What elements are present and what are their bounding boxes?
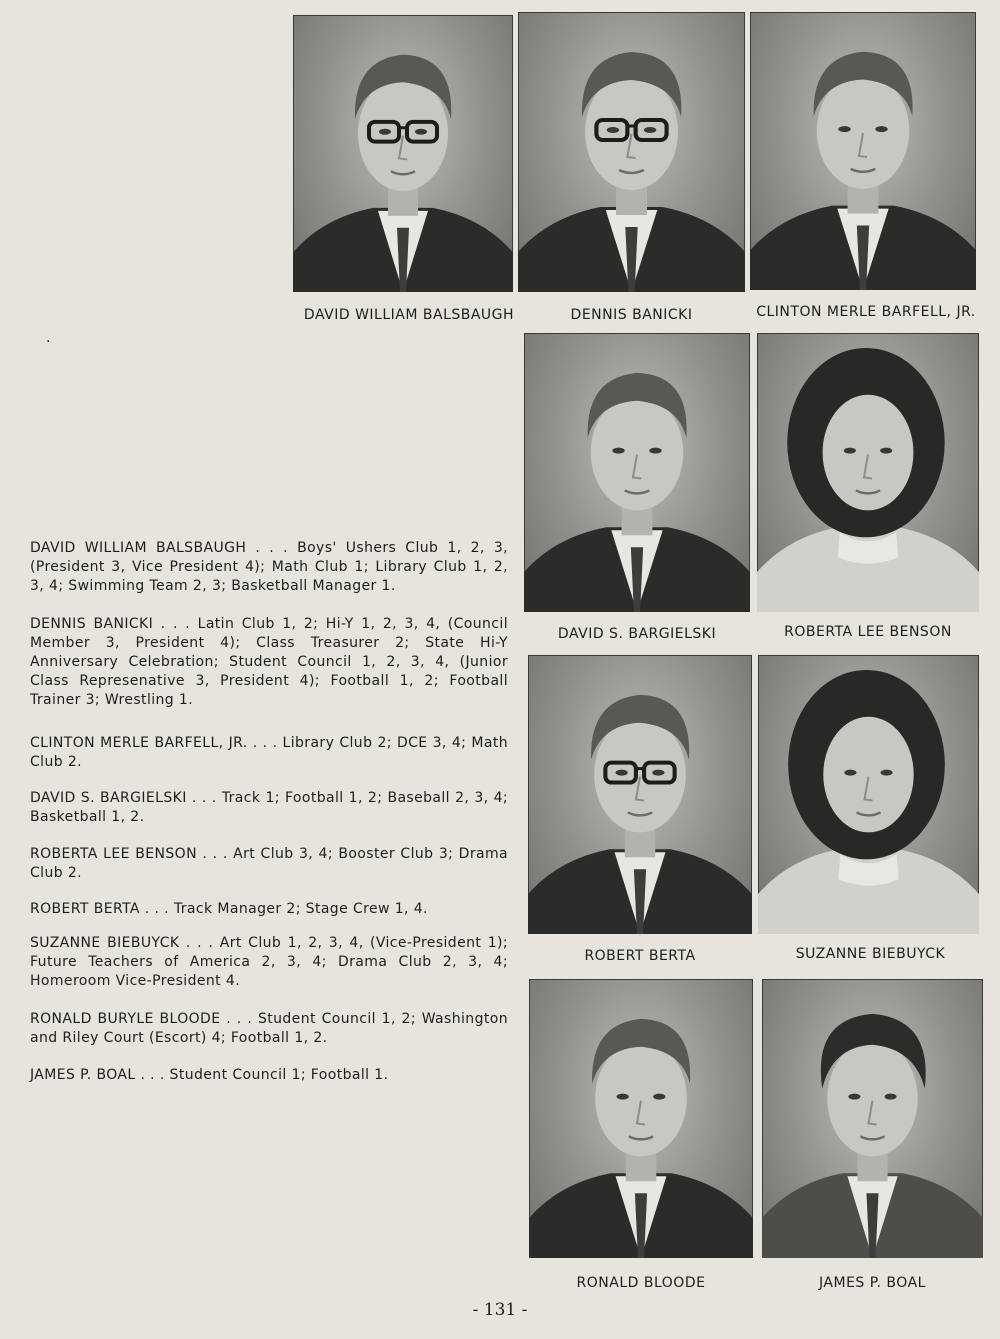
portrait-caption: CLINTON MERLE BARFELL, JR. [756,304,976,320]
page-number: - 131 - [472,1300,528,1320]
bio-entry [30,1010,508,1048]
bio-entry [30,934,508,991]
portrait-photo [750,12,976,290]
portrait-photo [762,979,983,1258]
portrait-silhouette [518,12,745,292]
bio-text: . . . Latin Club 1, 2; Hi-Y 1, 2, 3, 4, (Council Member 3, President 4); Class Treasurer 2; State Hi-Y Anniversary Celebration; Student Council 1, 2, 3, 4, (Junior Class Represenative 3, President 4); Football 1, 2; Football Trainer 3; Wrestling 1. [30,616,508,708]
portrait-photo [529,979,753,1258]
bio-name: RONALD BURYLE BLOODE [30,1011,221,1027]
bio-text: . . . Track 1; Football 1, 2; Baseball 2, 3, 4; Basketball 1, 2. [30,790,508,825]
bio-text: . . . Library Club 2; DCE 3, 4; Math Club 2. [30,735,508,770]
stray-mark: · [46,334,51,350]
bio-entry [30,615,508,710]
portrait-silhouette [758,655,979,934]
portrait-caption: DENNIS BANICKI [570,307,693,323]
bio-entry [30,734,508,772]
bio-text: . . . Track Manager 2; Stage Crew 1, 4. [144,901,428,917]
portrait-silhouette [757,333,979,612]
bio-entry [30,900,508,919]
portrait-photo [757,333,979,612]
portrait-caption: RONALD BLOODE [576,1275,706,1291]
bio-text: . . . Student Council 1, 2; Washington and Riley Court (Escort) 4; Football 1, 2. [30,1011,508,1046]
bio-name: JAMES P. BOAL [30,1067,136,1083]
portrait-caption: DAVID S. BARGIELSKI [557,626,717,642]
bio-name: DAVID S. BARGIELSKI [30,790,187,806]
bio-entry [30,845,508,883]
bio-name: ROBERTA LEE BENSON [30,846,197,862]
bio-text: . . . Art Club 3, 4; Booster Club 3; Drama Club 2. [30,846,509,881]
portrait-photo [518,12,745,292]
bio-name: DAVID WILLIAM BALSBAUGH [30,540,247,556]
bio-entry [30,539,508,596]
portrait-silhouette [524,333,750,612]
portrait-silhouette [293,15,513,292]
portrait-silhouette [750,12,976,290]
bio-name: ROBERT BERTA [30,901,140,917]
portrait-photo [758,655,979,934]
portrait-photo [528,655,752,934]
bio-name: DENNIS BANICKI [30,616,154,632]
portrait-caption: JAMES P. BOAL [819,1275,926,1291]
portrait-caption: SUZANNE BIEBUYCK [795,946,946,962]
portrait-photo [524,333,750,612]
portrait-silhouette [762,979,983,1258]
bio-name: SUZANNE BIEBUYCK [30,935,180,951]
bio-text: . . . Boys' Ushers Club 1, 2, 3, (President 3, Vice President 4); Math Club 1; Library Club 1, 2, 3, 4; Swimming Team 2, 3; Basketball Manager 1. [30,540,508,594]
portrait-caption: DAVID WILLIAM BALSBAUGH [303,307,515,323]
portrait-photo [293,15,513,292]
portrait-caption: ROBERTA LEE BENSON [784,624,952,640]
portrait-caption: ROBERT BERTA [584,948,696,964]
portrait-silhouette [528,655,752,934]
bio-entry [30,1066,508,1085]
bio-entry [30,789,508,827]
bio-text: . . . Art Club 1, 2, 3, 4, (Vice-President 1); Future Teachers of America 2, 3, 4; Drama Club 2, 3, 4; Homeroom Vice-President 4. [30,935,508,989]
portrait-silhouette [529,979,753,1258]
bio-name: CLINTON MERLE BARFELL, JR. [30,735,248,751]
bio-text: . . . Student Council 1; Football 1. [140,1067,389,1083]
